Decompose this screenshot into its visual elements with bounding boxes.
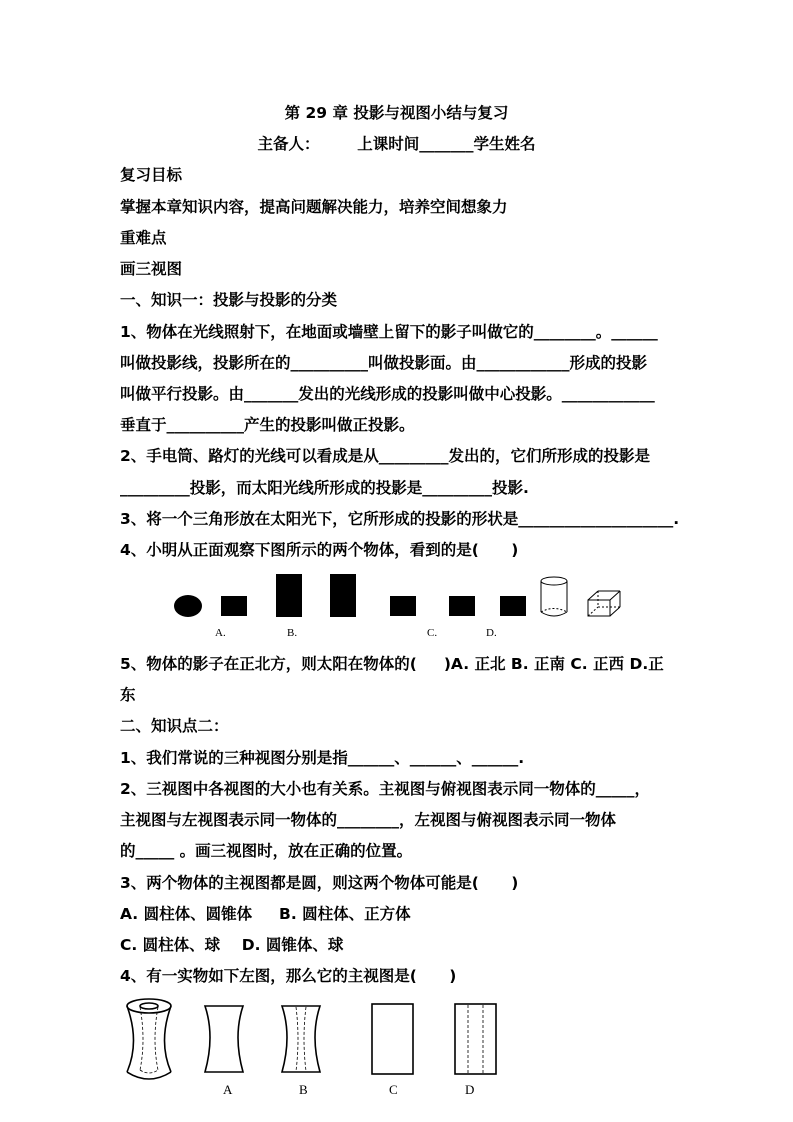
view-option-c	[372, 1004, 413, 1074]
option-b-tall-rect-2	[330, 574, 356, 617]
question-2-4: 4、有一实物如下左图，那么它的主视图是( )	[120, 967, 457, 985]
question-2-3-options-cd: C. 圆柱体、球 D. 圆锥体、球	[120, 936, 344, 954]
question-2-2-line-2: 主视图与左视图表示同一物体的________，左视图与俯视图表示同一物体	[120, 811, 617, 829]
option-d-square	[500, 596, 526, 616]
question-2-2-line-3: 的_____ 。画三视图时，放在正确的位置。	[120, 842, 413, 860]
question-1-line-2: 叫做投影线，投影所在的__________叫做投影面。由____________形成的投影	[120, 354, 648, 372]
section-heading-difficulty: 重难点	[120, 229, 167, 247]
figure1-label-d: D.	[486, 627, 497, 639]
question-2-3: 3、两个物体的主视图都是圆，则这两个物体可能是( )	[120, 874, 519, 892]
hollow-object-shape	[127, 999, 171, 1079]
figure2-label-d: D	[465, 1082, 475, 1097]
view-option-b	[282, 1006, 320, 1072]
option-c-square-2	[449, 596, 475, 616]
question-1-line-3: 叫做平行投影。由_______发出的光线形成的投影叫做中心投影。____________	[120, 385, 655, 403]
option-b-tall-rect-1	[276, 574, 302, 617]
question-1-line-4: 垂直于__________产生的投影叫做正投影。	[120, 416, 415, 434]
section-heading-knowledge-1: 一、知识一：投影与投影的分类	[120, 291, 338, 309]
question-2-line-2: _________投影，而太阳光线所形成的投影是_________投影.	[120, 479, 529, 497]
figure1-label-a: A.	[215, 627, 226, 639]
sphere-shape	[174, 595, 202, 617]
figure1-label-c: C.	[427, 627, 438, 639]
section-heading-goal: 复习目标	[120, 166, 183, 184]
question-5-line-2: 东	[120, 686, 136, 704]
view-option-d	[455, 1004, 496, 1074]
page-subtitle: 主备人： 上课时间_______学生姓名	[257, 135, 536, 153]
view-option-a	[205, 1006, 243, 1072]
figure-objects-and-views	[0, 560, 793, 650]
question-4: 4、小明从正面观察下图所示的两个物体，看到的是( )	[120, 541, 519, 559]
difficulty-text: 画三视图	[120, 260, 183, 278]
figure2-label-c: C	[389, 1082, 398, 1097]
page-title: 第 29 章 投影与视图小结与复习	[284, 104, 509, 122]
section-heading-knowledge-2: 二、知识点二：	[120, 717, 229, 735]
question-1-line-1: 1、物体在光线照射下，在地面或墙壁上留下的影子叫做它的________。______	[120, 323, 658, 341]
question-3: 3、将一个三角形放在太阳光下，它所形成的投影的形状是____________________.	[120, 510, 680, 528]
option-a-square	[221, 596, 247, 616]
figure1-label-b: B.	[287, 627, 298, 639]
cylinder-shape	[541, 577, 567, 616]
question-2-3-options-ab: A. 圆柱体、圆锥体 B. 圆柱体、正方体	[120, 905, 411, 923]
option-c-square-1	[390, 596, 416, 616]
question-2-1: 1、我们常说的三种视图分别是指______、______、______.	[120, 749, 525, 767]
question-2-2-line-1: 2、三视图中各视图的大小也有关系。主视图与俯视图表示同一物体的_____，	[120, 780, 651, 798]
cube-shape	[588, 591, 620, 616]
question-5-line-1: 5、物体的影子在正北方，则太阳在物体的( )A. 正北 B. 正南 C. 正西 D.正	[120, 655, 664, 673]
goal-text: 掌握本章知识内容，提高问题解决能力，培养空间想象力	[120, 198, 508, 216]
question-2-line-1: 2、手电筒、路灯的光线可以看成是从_________发出的，它们所形成的投影是	[120, 447, 651, 465]
figure2-label-a: A	[223, 1082, 233, 1097]
figure-object-front-views	[0, 990, 793, 1090]
figure2-label-b: B	[299, 1082, 308, 1097]
